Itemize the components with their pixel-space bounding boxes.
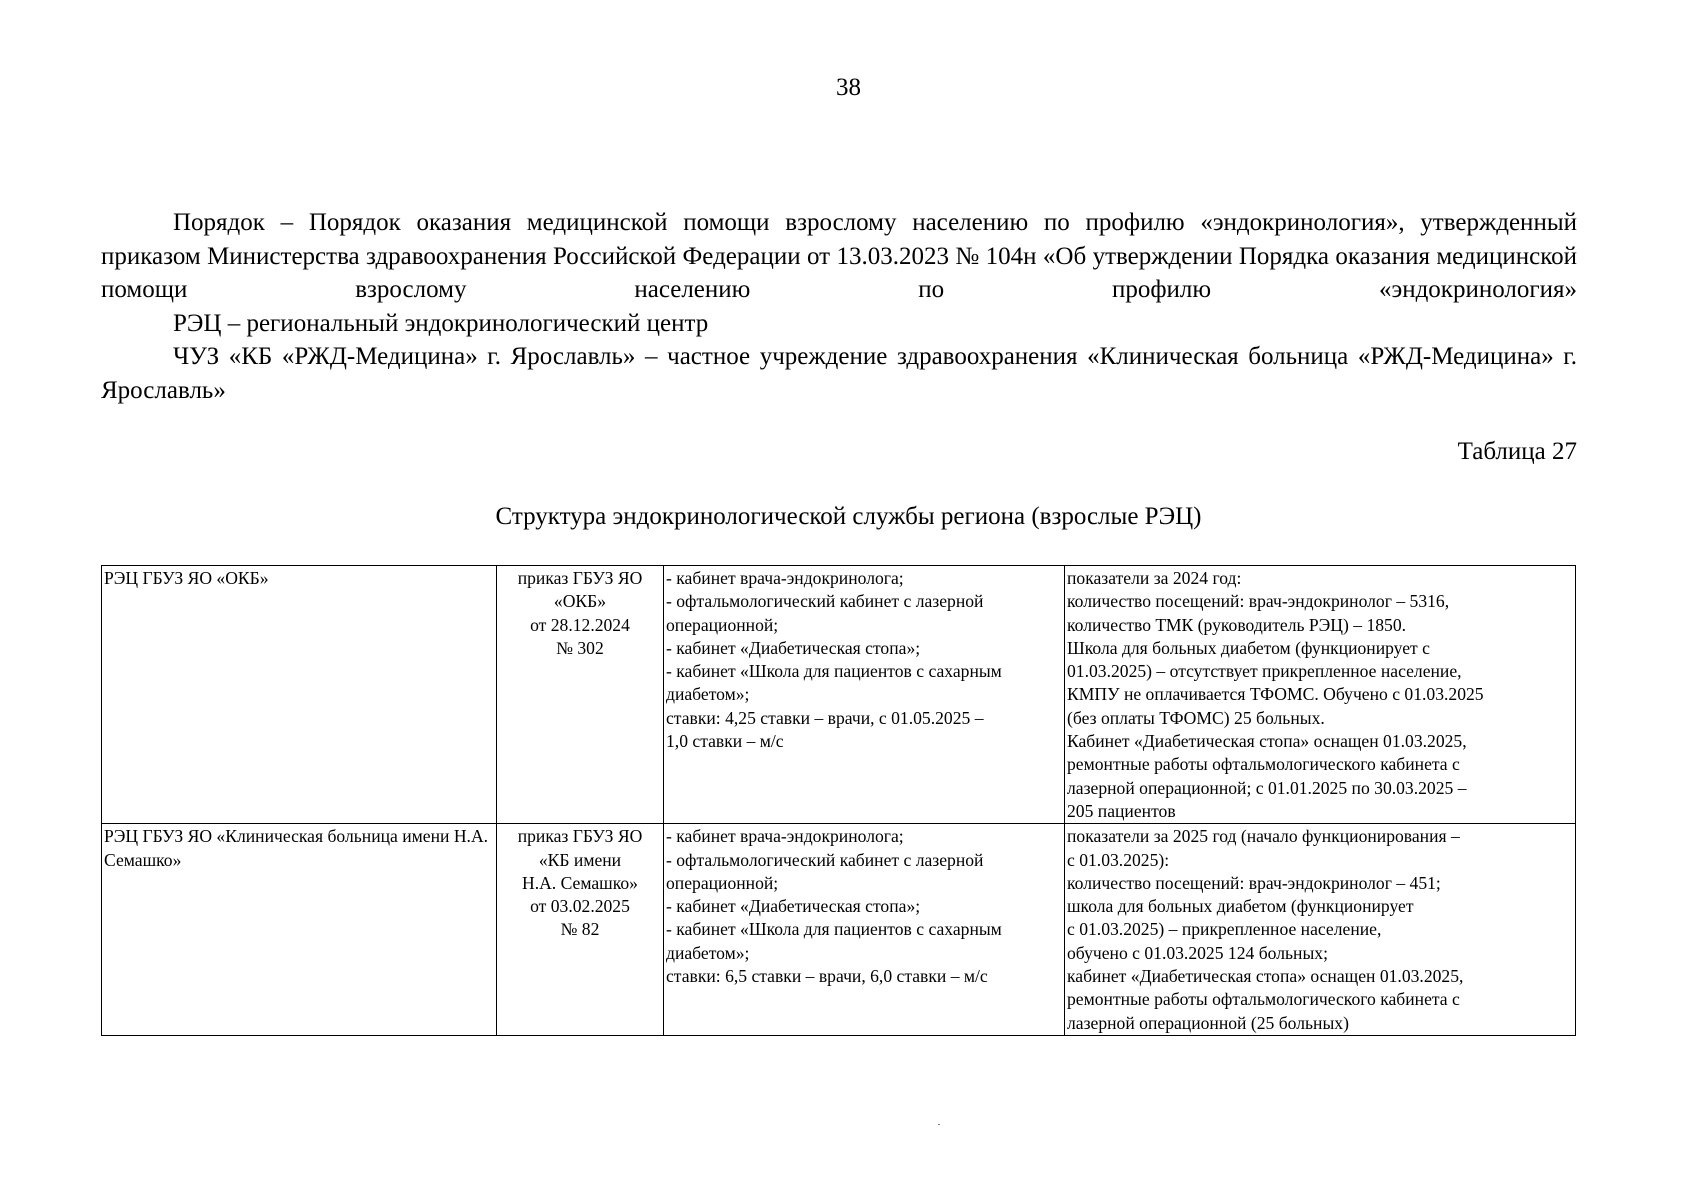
metrics-line: кабинет «Диабетическая стопа» оснащен 01.03.2025, (1067, 966, 1464, 987)
order-line: приказ ГБУЗ ЯО (517, 568, 643, 588)
table-label: Таблица 27 (1457, 438, 1577, 465)
metrics-cell (1065, 566, 1576, 824)
definition-chuz: ЧУЗ «КБ «РЖД-Медицина» г. Ярославль» – частное учреждение здравоохранения «Клиническая больница «РЖД-Медицина» г. Ярославль» (101, 343, 1577, 404)
metrics-line: показатели за 2024 год: (1067, 568, 1242, 588)
structure-line: диабетом»; (666, 684, 750, 705)
abbreviations-block (101, 206, 1577, 407)
structure-line: ставки: 4,25 ставки – врачи, с 01.05.2025 – (666, 707, 984, 728)
order-line: Н.А. Семашко» (522, 872, 638, 893)
definition-rec: РЭЦ – региональный эндокринологический центр (173, 309, 709, 337)
table-row (102, 824, 1576, 1036)
page-number: 38 (836, 74, 861, 101)
metrics-line: 205 пациентов (1067, 800, 1176, 821)
structure-cell (664, 824, 1065, 1036)
structure-line: диабетом»; (666, 942, 750, 963)
structure-line: операционной; (666, 614, 779, 635)
metrics-line: с 01.03.2025) – прикрепленное население, (1067, 919, 1382, 940)
structure-line: - офтальмологический кабинет с лазерной (666, 591, 984, 612)
structure-line: - кабинет «Школа для пациентов с сахарным (666, 919, 1002, 940)
structure-line: - кабинет «Диабетическая стопа»; (666, 896, 921, 917)
order-cell (497, 566, 664, 824)
metrics-line: КМПУ не оплачивается ТФОМС. Обучено с 01.03.2025 (1067, 684, 1484, 705)
structure-cell (664, 566, 1065, 824)
metrics-line: Кабинет «Диабетическая стопа» оснащен 01.03.2025, (1067, 731, 1467, 752)
structure-line: - кабинет врача-эндокринолога; (666, 826, 904, 847)
order-line: приказ ГБУЗ ЯО (517, 826, 643, 847)
metrics-line: количество посещений: врач-эндокринолог – 451; (1067, 872, 1441, 893)
order-line: «ОКБ» (553, 591, 607, 612)
metrics-line: с 01.03.2025): (1067, 849, 1170, 870)
metrics-cell (1065, 824, 1576, 1036)
metrics-line: Школа для больных диабетом (функционирует с (1067, 637, 1430, 658)
order-cell (497, 824, 664, 1036)
order-line: № 302 (556, 637, 604, 658)
metrics-line: школа для больных диабетом (функционирует (1067, 896, 1414, 917)
metrics-line: ремонтные работы офтальмологического кабинета с (1067, 754, 1460, 775)
metrics-line: лазерной операционной; с 01.01.2025 по 30.03.2025 – (1067, 777, 1467, 798)
rec-structure-table (101, 565, 1576, 1036)
metrics-line: (без оплаты ТФОМС) 25 больных. (1067, 707, 1325, 728)
structure-line: 1,0 ставки – м/с (666, 731, 784, 752)
structure-line: - кабинет «Школа для пациентов с сахарным (666, 661, 1002, 682)
order-line: от 28.12.2024 (530, 614, 630, 635)
structure-line: - офтальмологический кабинет с лазерной (666, 849, 984, 870)
metrics-line: количество посещений: врач-эндокринолог – 5316, (1067, 591, 1450, 612)
metrics-line: лазерной операционной (25 больных) (1067, 1012, 1349, 1033)
definition-poryadok: Порядок – Порядок оказания медицинской помощи взрослому населению по профилю «эндокринология», утвержденный приказом Министерства здравоохранения Российской Федерации от 13.03.2023 № 104н «Об утверждении Порядка оказания медицинской помощи взрослому населению по профилю «эндокринология» (101, 209, 1577, 303)
rec-name-cell: РЭЦ ГБУЗ ЯО «Клиническая больница имени Н.А. Семашко» (102, 824, 497, 1036)
order-line: от 03.02.2025 (530, 896, 630, 917)
structure-line: - кабинет «Диабетическая стопа»; (666, 637, 921, 658)
order-line: «КБ имени (538, 849, 622, 870)
scan-speck (938, 1124, 940, 1125)
table-title: Структура эндокринологической службы региона (взрослые РЭЦ) (495, 503, 1202, 530)
metrics-line: показатели за 2025 год (начало функционирования – (1067, 826, 1460, 847)
order-line: № 82 (560, 919, 600, 940)
structure-line: - кабинет врача-эндокринолога; (666, 568, 904, 588)
metrics-line: ремонтные работы офтальмологического кабинета с (1067, 989, 1460, 1010)
table-row (102, 566, 1576, 824)
metrics-line: обучено с 01.03.2025 124 больных; (1067, 942, 1328, 963)
metrics-line: количество ТМК (руководитель РЭЦ) – 1850. (1067, 614, 1407, 635)
metrics-line: 01.03.2025) – отсутствует прикрепленное население, (1067, 661, 1462, 682)
structure-line: операционной; (666, 872, 779, 893)
structure-line: ставки: 6,5 ставки – врачи, 6,0 ставки – м/с (666, 966, 988, 987)
rec-name-cell: РЭЦ ГБУЗ ЯО «ОКБ» (102, 566, 497, 824)
